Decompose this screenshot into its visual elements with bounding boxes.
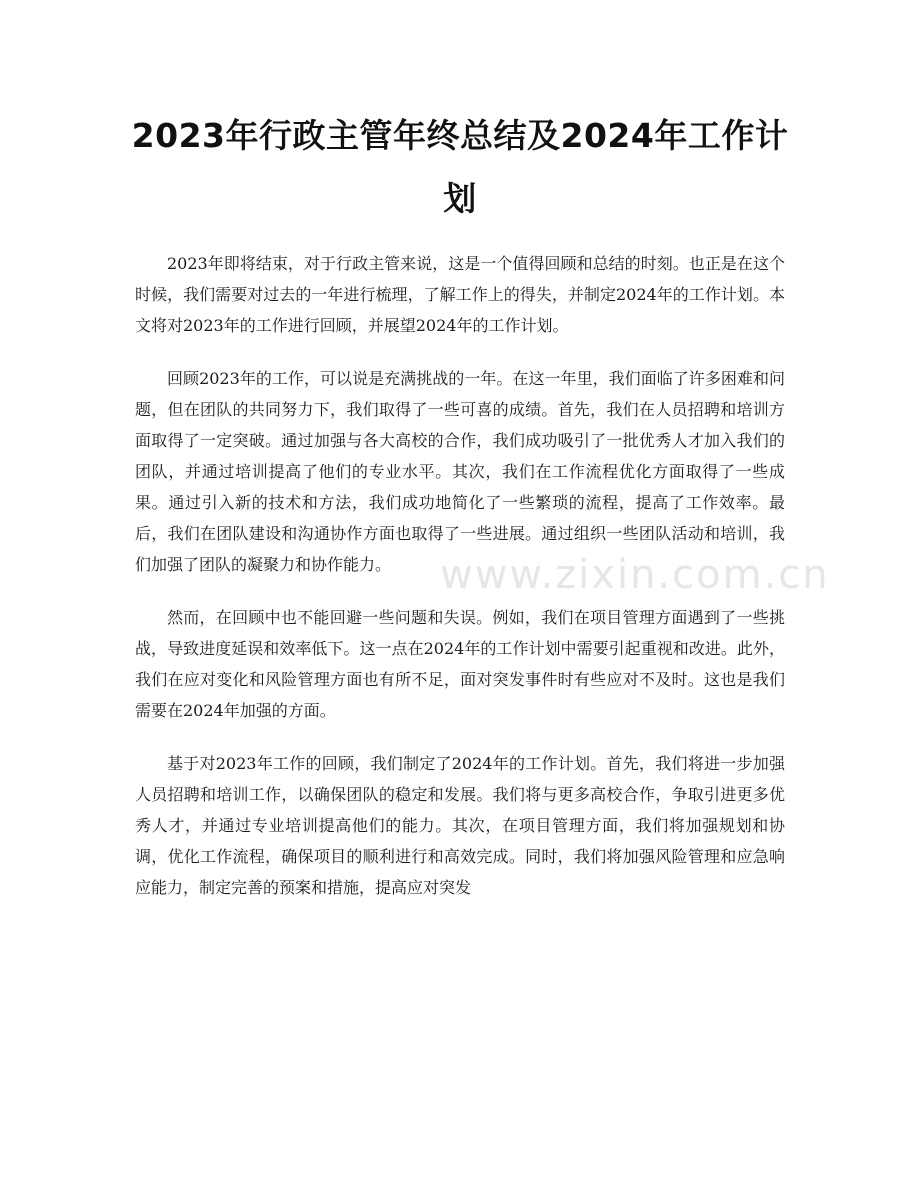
paragraph-review: 回顾2023年的工作，可以说是充满挑战的一年。在这一年里，我们面临了许多困难和问题，但在团队的共同努力下，我们取得了一些可喜的成绩。首先，我们在人员招聘和培训方面取得了一定突破。通过加强与各大高校的合作，我们成功吸引了一批优秀人才加入我们的团队，并通过培训提高了他们的专业水平。其次，我们在工作流程优化方面取得了一些成果。通过引入新的技术和方法，我们成功地简化了一些繁琐的流程，提高了工作效率。最后，我们在团队建设和沟通协作方面也取得了一些进展。通过组织一些团队活动和培训，我们加强了团队的凝聚力和协作能力。 xyxy=(135,369,785,574)
document-body xyxy=(135,248,785,925)
paragraph-intro: 2023年即将结束，对于行政主管来说，这是一个值得回顾和总结的时刻。也正是在这个时候，我们需要对过去的一年进行梳理，了解工作上的得失，并制定2024年的工作计划。本文将对2023年的工作进行回顾，并展望2024年的工作计划。 xyxy=(135,254,785,335)
paragraph-problems: 然而，在回顾中也不能回避一些问题和失误。例如，我们在项目管理方面遇到了一些挑战，导致进度延误和效率低下。这一点在2024年的工作计划中需要引起重视和改进。此外，我们在应对变化和风险管理方面也有所不足，面对突发事件时有些应对不及时。这也是我们需要在2024年加强的方面。 xyxy=(135,608,785,720)
document-title: 2023年行政主管年终总结及2024年工作计划 xyxy=(131,116,789,218)
paragraph-plan: 基于对2023年工作的回顾，我们制定了2024年的工作计划。首先，我们将进一步加强人员招聘和培训工作，以确保团队的稳定和发展。我们将与更多高校合作，争取引进更多优秀人才，并通过专业培训提高他们的能力。其次，在项目管理方面，我们将加强规划和协调，优化工作流程，确保项目的顺利进行和高效完成。同时，我们将加强风险管理和应急响应能力，制定完善的预案和措施，提高应对突发 xyxy=(135,754,785,897)
watermark: www.zixin.com.cn xyxy=(440,552,830,598)
